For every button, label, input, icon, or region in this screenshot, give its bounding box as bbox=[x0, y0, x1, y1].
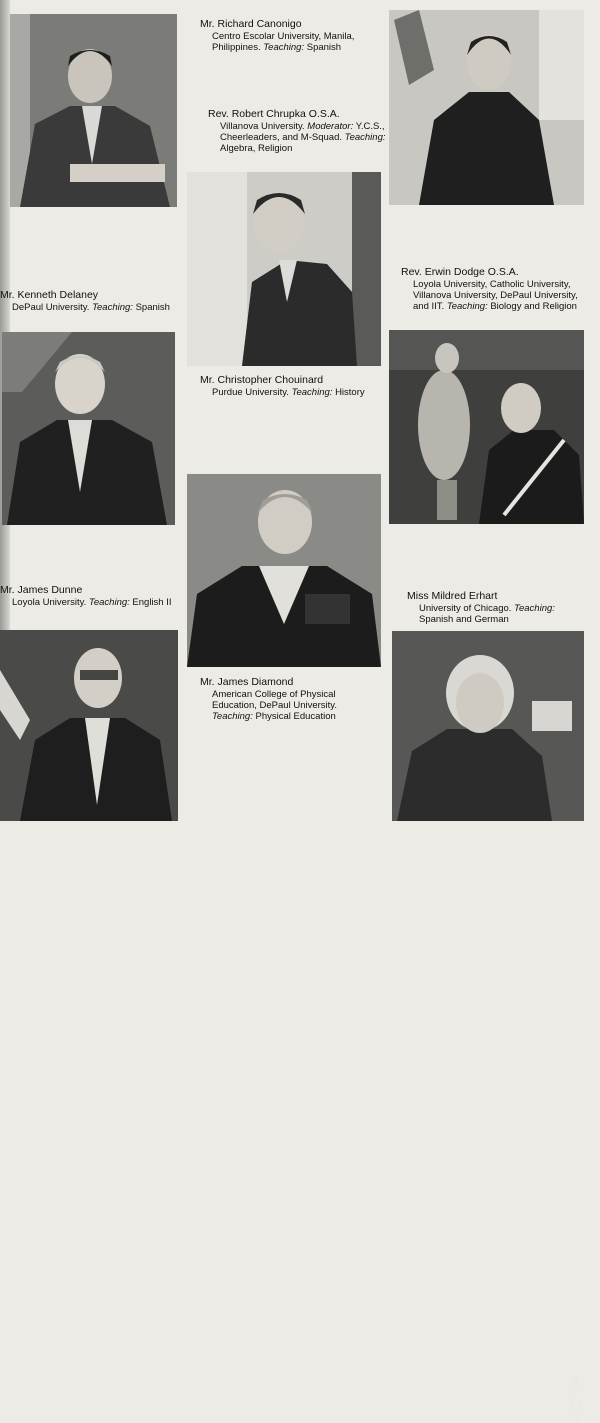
teacher-education: Loyola University, Catholic University, Villanova University, DePaul University, and IIT. bbox=[413, 279, 578, 312]
photo-dunne bbox=[0, 630, 178, 821]
teacher-details bbox=[200, 689, 380, 722]
teaching-label: Teaching: bbox=[212, 711, 253, 722]
teacher-subjects: History bbox=[335, 387, 365, 398]
photo-delaney bbox=[2, 332, 175, 525]
teacher-name: Miss Mildred Erhart bbox=[407, 590, 498, 602]
teacher-moderator: Y.C.S., Cheerleaders, and M-Squad. bbox=[220, 121, 385, 143]
teacher-details bbox=[0, 597, 172, 608]
teacher-name: Mr. James Diamond bbox=[200, 676, 294, 688]
teacher-name: Mr. James Dunne bbox=[0, 584, 83, 596]
teacher-education: Centro Escolar University, Manila, Philippines. bbox=[212, 31, 355, 53]
teacher-subjects: Algebra, Religion bbox=[220, 143, 293, 154]
teacher-subjects: Spanish bbox=[306, 42, 342, 53]
teacher-name: Mr. Richard Canonigo bbox=[200, 18, 302, 30]
teaching-label: Teaching: bbox=[88, 597, 130, 608]
teacher-details bbox=[401, 279, 579, 312]
teacher-subjects: Biology and Religion bbox=[490, 301, 577, 312]
teacher-name: Mr. Kenneth Delaney bbox=[0, 289, 99, 301]
vertical-sign-text: S P A I N bbox=[568, 1375, 582, 1423]
teacher-subjects: Spanish bbox=[135, 302, 170, 313]
caption-canonigo bbox=[200, 18, 380, 53]
teaching-label: Teaching: bbox=[92, 302, 133, 313]
teacher-education: DePaul University. bbox=[12, 302, 90, 313]
teaching-label: Teaching: bbox=[291, 387, 333, 398]
teacher-subjects: Physical Education bbox=[255, 711, 336, 722]
teacher-education: University of Chicago. bbox=[419, 603, 512, 614]
caption-delaney bbox=[0, 289, 172, 313]
caption-dunne bbox=[0, 584, 172, 608]
teacher-subjects: English II bbox=[132, 597, 172, 608]
caption-chrupka bbox=[208, 108, 386, 154]
teacher-name: Rev. Robert Chrupka O.S.A. bbox=[208, 108, 340, 120]
photo-canonigo bbox=[10, 14, 177, 207]
moderator-label: Moderator: bbox=[307, 121, 354, 132]
teacher-name: Rev. Erwin Dodge O.S.A. bbox=[401, 266, 519, 278]
photo-dodge bbox=[389, 330, 584, 524]
photo-diamond bbox=[187, 474, 381, 667]
teacher-details bbox=[200, 387, 372, 398]
teacher-education: Villanova University. bbox=[220, 121, 305, 132]
teacher-education: Loyola University. bbox=[12, 597, 87, 608]
photo-erhart bbox=[392, 631, 584, 1423]
photo-chouinard bbox=[187, 172, 381, 366]
teacher-education: Purdue University. bbox=[212, 387, 289, 398]
photo-chrupka bbox=[389, 10, 584, 205]
caption-erhart bbox=[407, 590, 579, 625]
teacher-subjects: Spanish and German bbox=[419, 614, 509, 625]
caption-chouinard bbox=[200, 374, 372, 398]
teacher-details bbox=[208, 121, 386, 154]
teacher-name: Mr. Christopher Chouinard bbox=[200, 374, 324, 386]
teacher-details bbox=[0, 302, 172, 313]
teacher-details bbox=[200, 31, 380, 53]
teaching-label: Teaching: bbox=[514, 603, 555, 614]
teaching-label: Teaching: bbox=[344, 132, 386, 143]
caption-diamond bbox=[200, 676, 380, 722]
teacher-education: American College of Physical Education, DePaul University. bbox=[212, 689, 337, 711]
teaching-label: Teaching: bbox=[446, 301, 488, 312]
caption-dodge bbox=[401, 266, 579, 312]
teaching-label: Teaching: bbox=[263, 42, 305, 53]
teacher-details bbox=[407, 603, 579, 625]
